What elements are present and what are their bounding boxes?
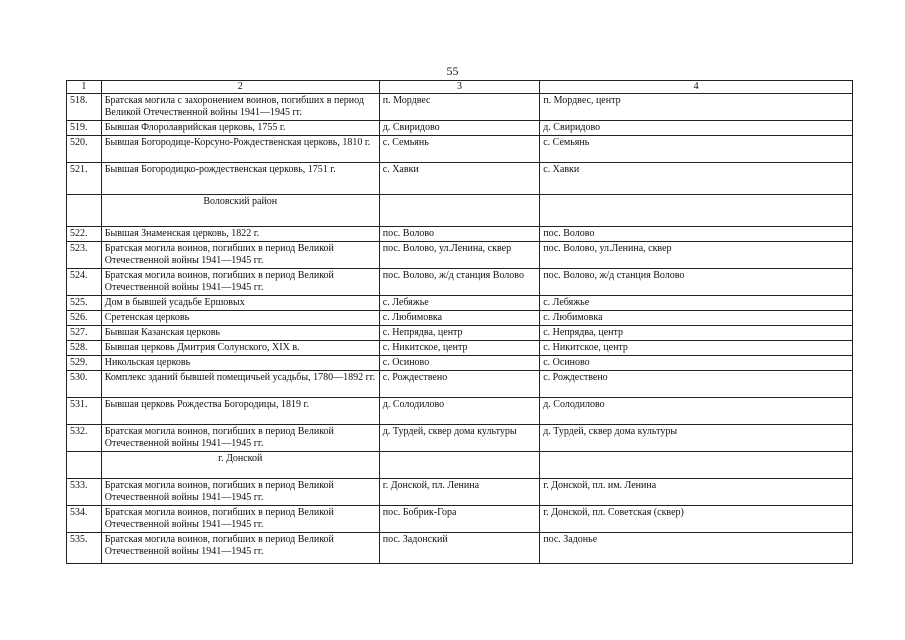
object-name: Дом в бывшей усадьбе Ершовых — [101, 296, 379, 311]
column-header-3: 3 — [379, 81, 539, 94]
row-number: 525. — [67, 296, 102, 311]
table-row — [67, 242, 853, 269]
object-location: с. Хавки — [379, 163, 539, 195]
section-title: г. Донской — [101, 452, 379, 479]
object-name: Братская могила воинов, погибших в период Великой Отечественной войны 1941—1945 гг. — [101, 533, 379, 564]
object-location: д. Турдей, сквер дома культуры — [379, 425, 539, 452]
object-address: с. Непрядва, центр — [540, 326, 853, 341]
object-name: Братская могила воинов, погибших в период Великой Отечественной войны 1941—1945 гг. — [101, 479, 379, 506]
object-name: Бывшая Казанская церковь — [101, 326, 379, 341]
row-number: 522. — [67, 227, 102, 242]
object-location: п. Мордвес — [379, 94, 539, 121]
object-location: с. Непрядва, центр — [379, 326, 539, 341]
column-header-4: 4 — [540, 81, 853, 94]
object-name: Бывшая церковь Дмитрия Солунского, XIX в. — [101, 341, 379, 356]
page-number: 55 — [446, 64, 459, 78]
object-address: д. Солодилово — [540, 398, 853, 425]
table-header-row — [67, 81, 853, 94]
object-location: г. Донской, пл. Ленина — [379, 479, 539, 506]
row-number: 533. — [67, 479, 102, 506]
column-header-1: 1 — [67, 81, 102, 94]
object-address: д. Турдей, сквер дома культуры — [540, 425, 853, 452]
object-location: с. Лебяжье — [379, 296, 539, 311]
section-title: Воловский район — [101, 195, 379, 227]
table-row — [67, 94, 853, 121]
row-number: 523. — [67, 242, 102, 269]
row-number: 530. — [67, 371, 102, 398]
section-empty-cell — [379, 452, 539, 479]
object-location: с. Никитское, центр — [379, 341, 539, 356]
object-location: с. Рождествено — [379, 371, 539, 398]
column-header-2: 2 — [101, 81, 379, 94]
object-address: с. Осиново — [540, 356, 853, 371]
section-number-cell — [67, 195, 102, 227]
table-row — [67, 425, 853, 452]
row-number: 520. — [67, 136, 102, 163]
table-row — [67, 163, 853, 195]
table-row — [67, 479, 853, 506]
table-row — [67, 371, 853, 398]
object-address: с. Лебяжье — [540, 296, 853, 311]
object-location: д. Солодилово — [379, 398, 539, 425]
object-name: Братская могила воинов, погибших в период Великой Отечественной войны 1941—1945 гг. — [101, 269, 379, 296]
object-name: Бывшая церковь Рождества Богородицы, 1819 г. — [101, 398, 379, 425]
object-address: пос. Волово — [540, 227, 853, 242]
object-address: г. Донской, пл. Советская (сквер) — [540, 506, 853, 533]
section-empty-cell — [379, 195, 539, 227]
section-row — [67, 452, 853, 479]
object-location: д. Свиридово — [379, 121, 539, 136]
object-address: с. Семьянь — [540, 136, 853, 163]
row-number: 534. — [67, 506, 102, 533]
table-row — [67, 136, 853, 163]
row-number: 518. — [67, 94, 102, 121]
table-row — [67, 311, 853, 326]
object-address: с. Рождествено — [540, 371, 853, 398]
table-row — [67, 341, 853, 356]
object-location: пос. Волово — [379, 227, 539, 242]
row-number: 528. — [67, 341, 102, 356]
table-row — [67, 506, 853, 533]
object-address: пос. Волово, ж/д станция Волово — [540, 269, 853, 296]
section-empty-cell — [540, 195, 853, 227]
object-location: с. Осиново — [379, 356, 539, 371]
object-location: пос. Волово, ул.Ленина, сквер — [379, 242, 539, 269]
object-address: пос. Задонье — [540, 533, 853, 564]
object-address: г. Донской, пл. им. Ленина — [540, 479, 853, 506]
table-row — [67, 269, 853, 296]
table-row — [67, 121, 853, 136]
object-name: Братская могила с захоронением воинов, погибших в период Великой Отечественной войны 1941—1945 гг. — [101, 94, 379, 121]
object-address: с. Любимовка — [540, 311, 853, 326]
section-number-cell — [67, 452, 102, 479]
row-number: 527. — [67, 326, 102, 341]
row-number: 535. — [67, 533, 102, 564]
table-row — [67, 398, 853, 425]
table-row — [67, 533, 853, 564]
table-row — [67, 227, 853, 242]
row-number: 526. — [67, 311, 102, 326]
object-location: с. Семьянь — [379, 136, 539, 163]
heritage-table — [66, 80, 853, 564]
section-empty-cell — [540, 452, 853, 479]
object-name: Бывшая Богородицко-рождественская церковь, 1751 г. — [101, 163, 379, 195]
table-body — [67, 94, 853, 564]
object-name: Бывшая Знаменская церковь, 1822 г. — [101, 227, 379, 242]
row-number: 531. — [67, 398, 102, 425]
object-location: с. Любимовка — [379, 311, 539, 326]
object-name: Бывшая Флоролаврийская церковь, 1755 г. — [101, 121, 379, 136]
object-location: пос. Бобрик-Гора — [379, 506, 539, 533]
object-name: Сретенская церковь — [101, 311, 379, 326]
row-number: 529. — [67, 356, 102, 371]
object-name: Бывшая Богородице-Корсуно-Рождественская церковь, 1810 г. — [101, 136, 379, 163]
row-number: 521. — [67, 163, 102, 195]
object-address: с. Хавки — [540, 163, 853, 195]
object-location: пос. Волово, ж/д станция Волово — [379, 269, 539, 296]
object-name: Братская могила воинов, погибших в период Великой Отечественной войны 1941—1945 гг. — [101, 506, 379, 533]
object-name: Никольская церковь — [101, 356, 379, 371]
row-number: 519. — [67, 121, 102, 136]
object-address: с. Никитское, центр — [540, 341, 853, 356]
object-name: Комплекс зданий бывшей помещичьей усадьбы, 1780—1892 гг. — [101, 371, 379, 398]
object-address: пос. Волово, ул.Ленина, сквер — [540, 242, 853, 269]
row-number: 532. — [67, 425, 102, 452]
object-name: Братская могила воинов, погибших в период Великой Отечественной войны 1941—1945 гг. — [101, 242, 379, 269]
object-address: д. Свиридово — [540, 121, 853, 136]
row-number: 524. — [67, 269, 102, 296]
object-name: Братская могила воинов, погибших в период Великой Отечественной войны 1941—1945 гг. — [101, 425, 379, 452]
object-location: пос. Задонский — [379, 533, 539, 564]
table-row — [67, 296, 853, 311]
section-row — [67, 195, 853, 227]
table-row — [67, 326, 853, 341]
object-address: п. Мордвес, центр — [540, 94, 853, 121]
table-row — [67, 356, 853, 371]
